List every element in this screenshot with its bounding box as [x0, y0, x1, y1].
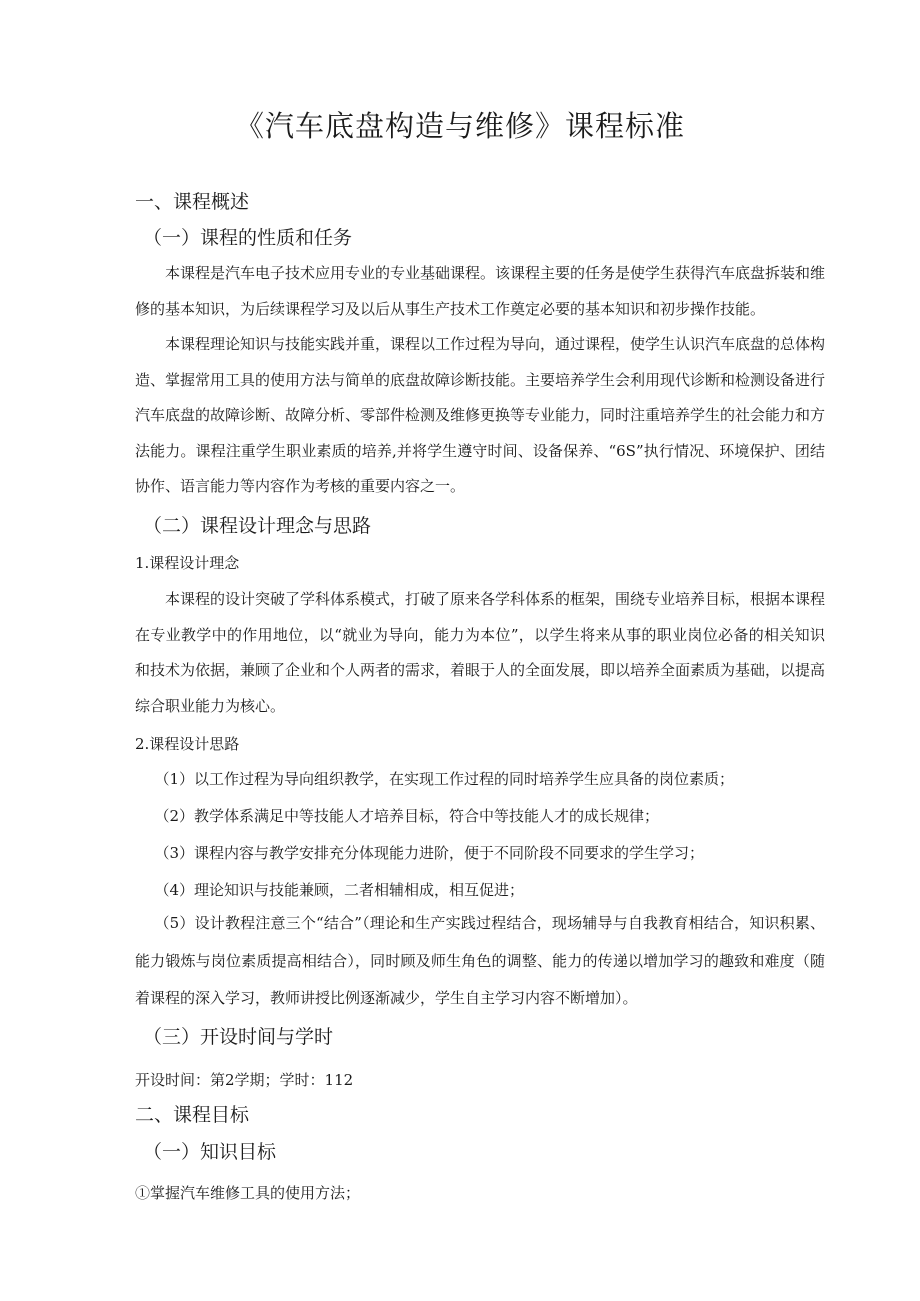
paragraph-nature-2: 本课程理论知识与技能实践并重，课程以工作过程为导向，通过课程，使学生认识汽车底盘的总体构造、掌握常用工具的使用方法与简单的底盘故障诊断技能。主要培养学生会利用现代诊断和检测设备进行汽车底盘的故障诊断、故障分析、零部件检测及维修更换等专业能力，同时注重培养学生的社会能力和方法能力。课程注重学生职业素质的培养,并将学生遵守时间、设备保养、“6S”执行情况、环境保护、团结协作、语言能力等内容作为考核的重要内容之一。 — [135, 335, 826, 495]
design-idea-item: （5）设计教程注意三个“结合”（理论和生产实践过程结合，现场辅导与自我教育相结合，知识积累、能力锻炼与岗位素质提高相结合），同时顾及师生角色的调整、能力的传递以增加学习的趣致和难度（随着课程的深入学习，教师讲授比例逐渐减少，学生自主学习内容不断增加）。 — [135, 914, 825, 1007]
paragraph-design-concept: 本课程的设计突破了学科体系模式，打破了原来各学科体系的框架，围绕专业培养目标，根据本课程在专业教学中的作用地位，以“就业为导向，能力为本位”，以学生将来从事的职业岗位必备的相关知识和技术为依据，兼顾了企业和个人两者的需求，着眼于人的全面发展，即以培养全面素质为基础，以提高综合职业能力为核心。 — [135, 590, 826, 715]
design-idea-item: （4）理论知识与技能兼顾，二者相辅相成，相互促进； — [154, 881, 525, 899]
knowledge-item: ①掌握汽车维修工具的使用方法； — [135, 1184, 361, 1202]
heading-design-concept: 1.课程设计理念 — [135, 554, 240, 572]
subsection-heading-nature: （一）课程的性质和任务 — [143, 227, 353, 249]
design-idea-item: （2）教学体系满足中等技能人才培养目标，符合中等技能人才的成长规律； — [154, 807, 660, 825]
section-heading-objectives: 二、课程目标 — [135, 1104, 250, 1126]
paragraph-nature-1: 本课程是汽车电子技术应用专业的专业基础课程。该课程主要的任务是使学生获得汽车底盘拆装和维修的基本知识，为后续课程学习及以后从事生产技术工作奠定必要的基本知识和初步操作技能。 — [135, 264, 826, 318]
document-title: 《汽车底盘构造与维修》课程标准 — [234, 109, 685, 143]
subsection-heading-schedule: （三）开设时间与学时 — [143, 1026, 334, 1048]
design-idea-item: （3）课程内容与教学安排充分体现能力进阶，便于不同阶段不同要求的学生学习； — [154, 844, 705, 862]
design-idea-item: （1）以工作过程为导向组织教学，在实现工作过程的同时培养学生应具备的岗位素质； — [154, 770, 735, 788]
subsection-heading-knowledge: （一）知识目标 — [143, 1141, 277, 1163]
schedule-text: 开设时间：第2学期；学时：112 — [135, 1071, 354, 1089]
subsection-heading-design: （二）课程设计理念与思路 — [143, 515, 372, 537]
section-heading-overview: 一、课程概述 — [135, 191, 250, 213]
heading-design-ideas: 2.课程设计思路 — [135, 735, 240, 753]
